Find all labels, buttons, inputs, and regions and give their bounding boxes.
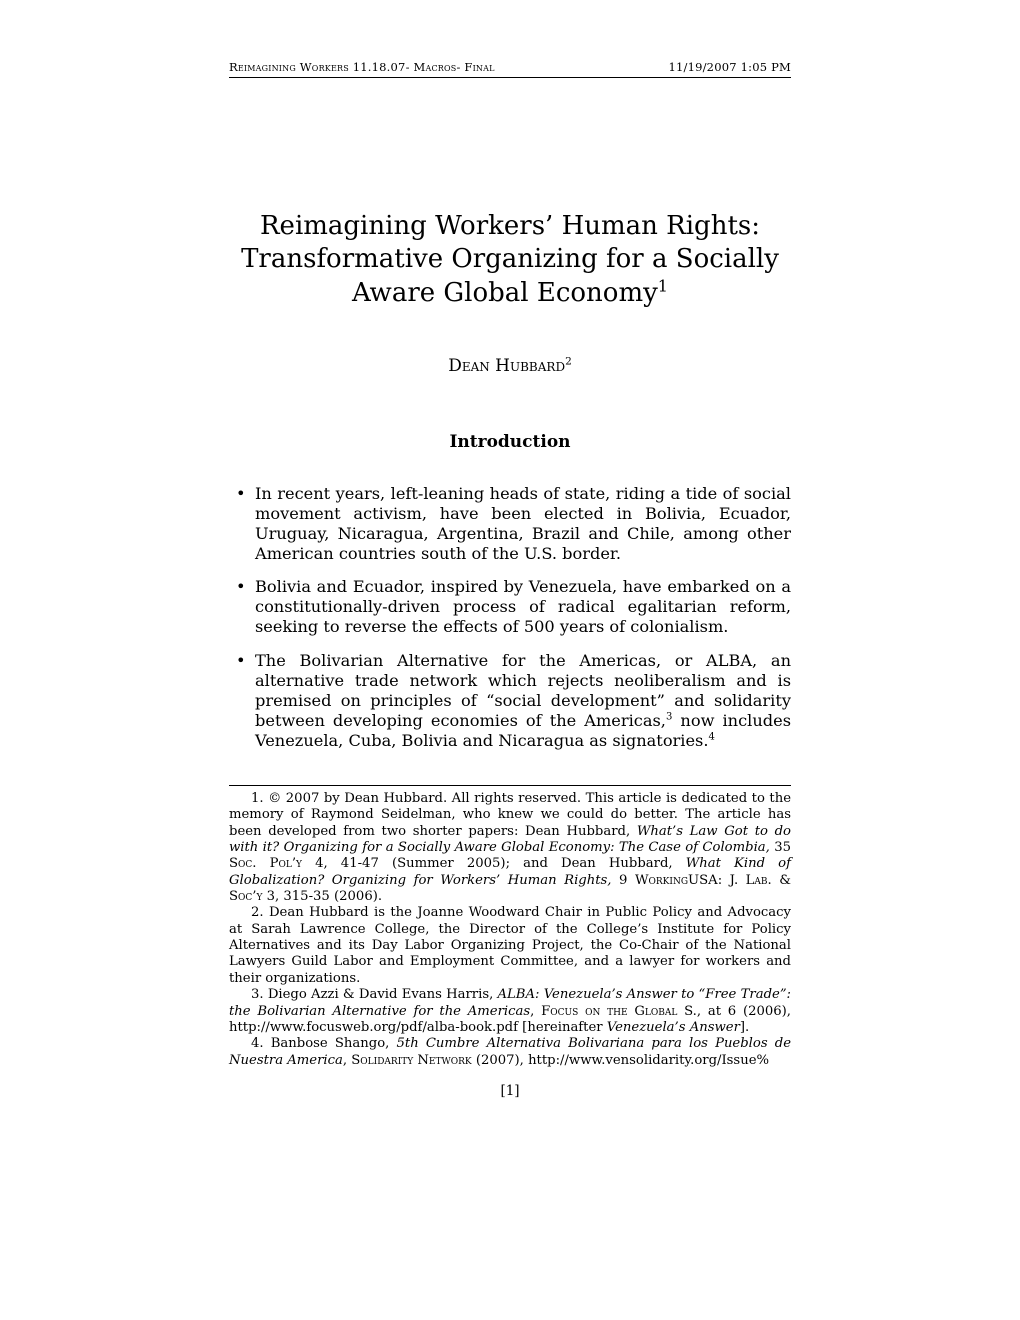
article-title: Reimagining Workers’ Human Rights: Transformative Organizing for a Socially Aware Global Economy$^1$: [241, 211, 779, 308]
bullet-item: • Bolivia and Ecuador, inspired by Venezuela, have embarked on a constitutionally-driven process of radical egalitarian reform, seeking to reverse the effects of 500 years of colonialism.: [229, 577, 791, 637]
page-number: [1]: [500, 1082, 520, 1099]
bullet-item: • The Bolivarian Alternative for the Americas, or ALBA, an alternative trade network which rejects neoliberalism and is premised on principles of “social development” and solidarity between developing economies of the Americas,$^3$ now includes Venezuela, Cuba, Bolivia and Nicaragua as signatories.$^4$: [229, 651, 791, 751]
footnotes-block: [229, 791, 791, 1069]
footnote: 4. Banbose Shango, 5th Cumbre Alternativa Bolivariana para los Pueblos de Nuestra America, Solidarity Network (2007), http://www.vensolidarity.org/Issue%: [229, 1036, 792, 1068]
running-head-right: 11/19/2007 1:05 PM: [668, 60, 791, 74]
article-author: Dean Hubbard$^2$: [448, 355, 572, 376]
text-column: [229, 60, 791, 1099]
bullet-item: • In recent years, left-leaning heads of state, riding a tide of social movement activism, have been elected in Bolivia, Ecuador, Uruguay, Nicaragua, Argentina, Brazil and Chile, among other American countries south of the U.S. border.: [229, 484, 791, 564]
footnote: 2. Dean Hubbard is the Joanne Woodward Chair in Public Policy and Advocacy at Sarah Lawrence College, the Director of the College’s Institute for Policy Alternatives and its Day Labor Organizing Project, the Co-Chair of the National Lawyers Guild Labor and Employment Committee, and a lawyer for workers and their organizations.: [229, 905, 791, 986]
section-heading-introduction: Introduction: [449, 431, 571, 452]
bullet-list: [229, 484, 791, 751]
running-head: [229, 60, 791, 78]
running-head-left: Reimagining Workers 11.18.07- Macros- Final: [229, 60, 495, 74]
footnote-separator: [229, 785, 791, 786]
footnote: 3. Diego Azzi & David Evans Harris, ALBA: Venezuela’s Answer to “Free Trade”: the Bolivarian Alternative for the Americas, Focus on the Global S., at 6 (2006), http://www.focusweb.org/pdf/alba-book.pdf [hereinafter Venezuela’s Answer].: [229, 987, 791, 1035]
footnote: 1. © 2007 by Dean Hubbard. All rights reserved. This article is dedicated to the memory of Raymond Seidelman, who knew we could do better. The article has been developed from two shorter papers: Dean Hubbard, What’s Law Got to do with it? Organizing for a Socially Aware Global Economy: The Case of Colombia, 35 Soc. Pol’y 4, 41-47 (Summer 2005); and Dean Hubbard, What Kind of Globalization? Organizing for Workers’ Human Rights, 9 WorkingUSA: J. Lab. & Soc’y 3, 315-35 (2006).: [229, 790, 792, 905]
